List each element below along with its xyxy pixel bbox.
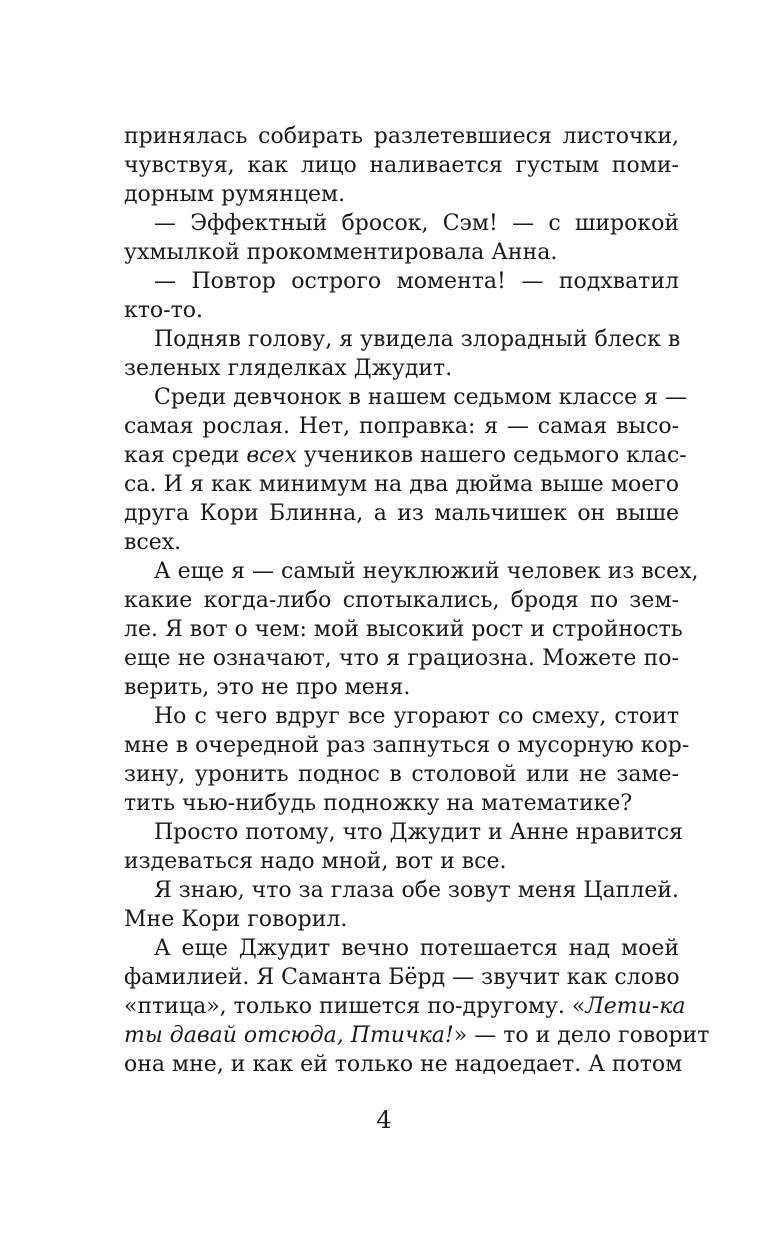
text-segment: учеников нашего седьмого клас- xyxy=(296,443,687,468)
italic-segment: ты давай отсюда, Птичка! xyxy=(124,1023,454,1048)
text-line: А еще Джудит вечно потешается над моей xyxy=(154,936,679,961)
text-line xyxy=(124,992,686,1021)
text-line: фамилией. Я Саманта Бёрд — звучит как слово xyxy=(124,965,680,990)
text-segment: кая среди xyxy=(124,443,247,468)
text-segment: «птица», только пишется по-другому. « xyxy=(124,994,586,1019)
text-line: Но с чего вдруг все угорают со смеху, стоит xyxy=(154,704,679,729)
text-line: какие когда-либо спотыкались, бродя по зем- xyxy=(124,588,679,613)
text-line: зеленых гляделках Джудит. xyxy=(124,356,453,381)
text-line: А еще я — самый неуклюжий человек из всех, xyxy=(154,559,699,584)
text-line: кто-то. xyxy=(124,298,204,323)
text-line: друга Кори Блинна, а из мальчишек он выше xyxy=(124,501,679,526)
text-line: тить чью-нибудь подножку на математике? xyxy=(124,791,633,816)
text-line: всех. xyxy=(124,530,182,555)
text-line: самая рослая. Нет, поправка: я — самая высо- xyxy=(124,414,679,439)
text-line: Среди девчонок в нашем седьмом классе я — xyxy=(154,385,687,410)
text-line: издеваться надо мной, вот и все. xyxy=(124,849,507,874)
text-line: Подняв голову, я увидела злорадный блеск в xyxy=(154,327,681,352)
text-line: Мне Кори говорил. xyxy=(124,907,348,932)
text-line: ухмылкой прокомментировала Анна. xyxy=(124,240,558,265)
text-line: Я знаю, что за глаза обе зовут меня Цаплей. xyxy=(154,878,679,903)
text-line: ле. Я вот о чем: мой высокий рост и стройность xyxy=(124,617,683,642)
italic-segment: всех xyxy=(246,443,297,468)
text-line: принялась собирать разлетевшиеся листочки, xyxy=(124,124,679,149)
page-number: 4 xyxy=(376,1106,392,1134)
italic-segment: Лети-ка xyxy=(585,994,686,1019)
text-line: зину, уронить поднос в столовой или не заме- xyxy=(124,762,679,787)
book-page-body xyxy=(124,122,710,1079)
text-line xyxy=(124,441,687,470)
text-line: чувствуя, как лицо наливается густым поми- xyxy=(124,153,679,178)
text-line: еще не означают, что я грациозна. Можете по- xyxy=(124,646,679,671)
text-line: са. И я как минимум на два дюйма выше моего xyxy=(124,472,679,497)
text-line: — Повтор острого момента! — подхватил xyxy=(154,269,679,294)
text-segment: » — то и дело говорит xyxy=(453,1023,710,1048)
text-line: она мне, и как ей только не надоедает. А потом xyxy=(124,1052,683,1077)
text-line: — Эффектный бросок, Сэм! — с широкой xyxy=(154,211,679,236)
text-line: верить, это не про меня. xyxy=(124,675,411,700)
text-line xyxy=(124,1021,710,1050)
text-line: мне в очередной раз запнуться о мусорную кор- xyxy=(124,733,690,758)
text-line: дорным румянцем. xyxy=(124,182,346,207)
text-line: Просто потому, что Джудит и Анне нравится xyxy=(154,820,683,845)
